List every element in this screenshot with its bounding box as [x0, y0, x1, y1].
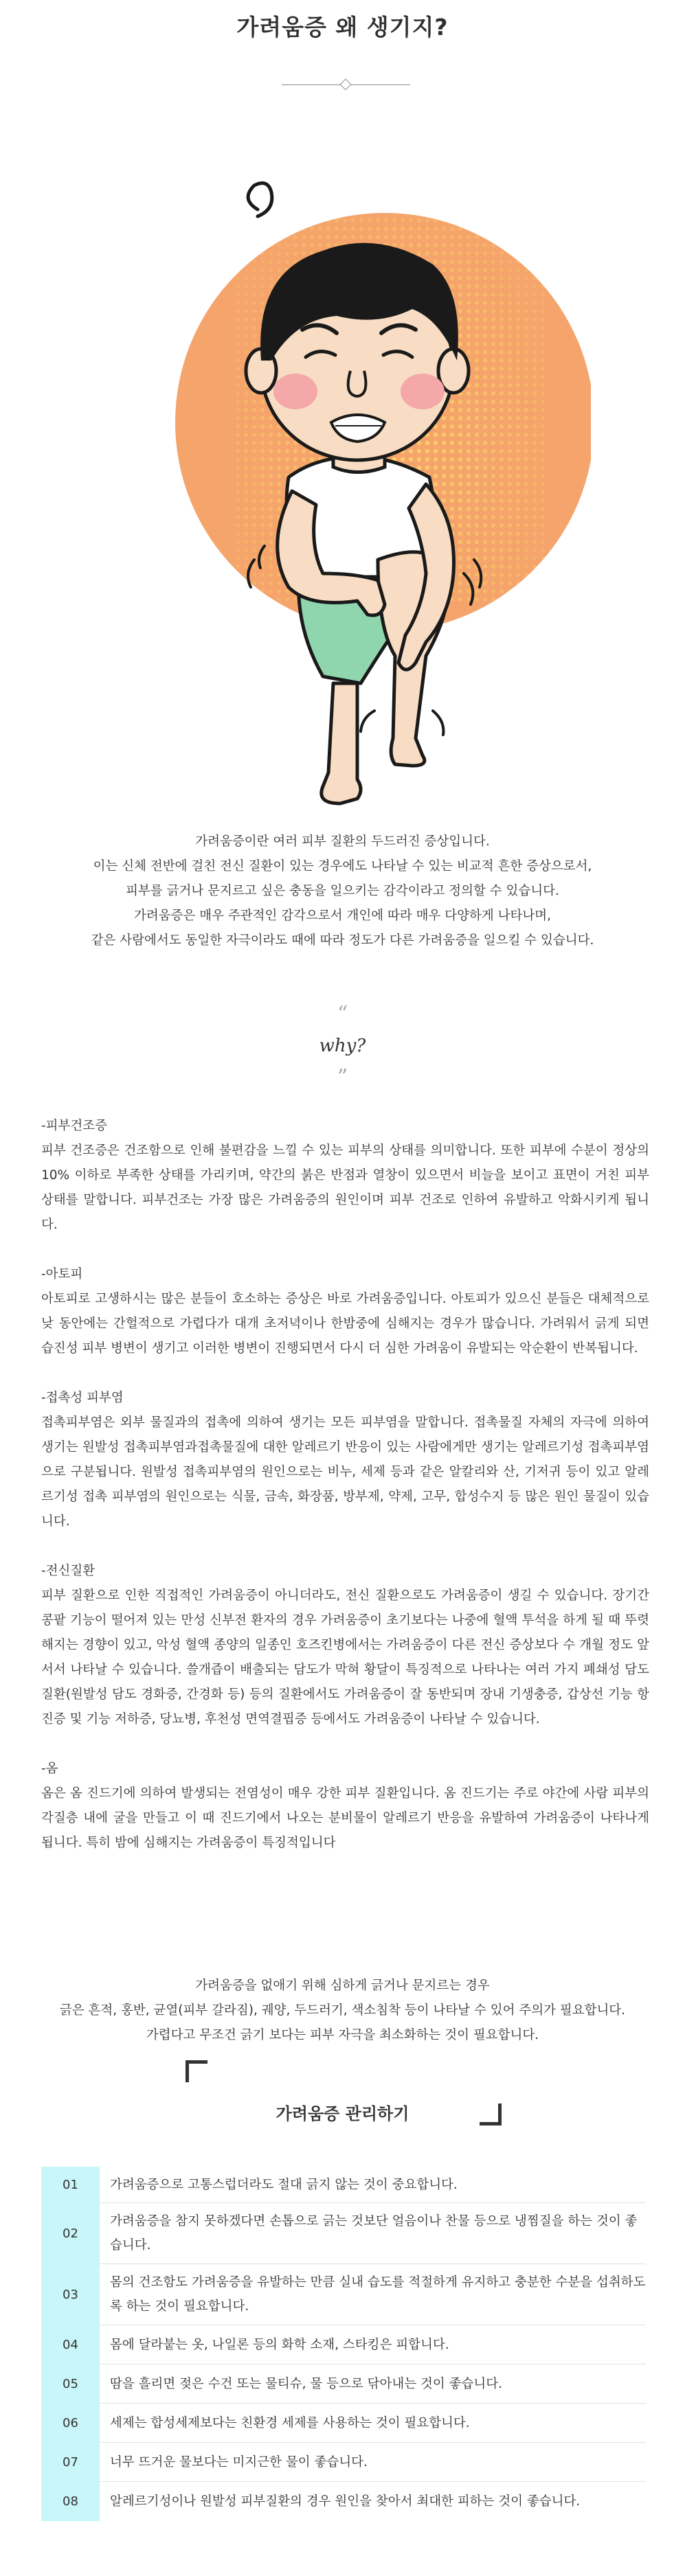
title-divider	[282, 78, 410, 91]
management-tips-list	[41, 2167, 646, 2521]
cause-section	[41, 1757, 649, 1856]
tip-row	[41, 2364, 646, 2404]
cause-body: 피부 건조증은 건조함으로 인해 불편감을 느낄 수 있는 피부의 상태를 의미합니다. 또한 피부에 수분이 정상의 10% 이하로 부족한 상태를 가리키며, 약간의 붉은 반점과 열창이 있으면서 비늘을 보이고 표면이 거친 피부 상태를 말합니다. 피부건조는 가장 많은 가려움증의 원인이며 피부 건조로 인하여 유발하고 악화시키게 됩니다.	[41, 1143, 649, 1232]
itchy-man-illustration	[151, 134, 591, 821]
tip-row	[41, 2443, 646, 2482]
cause-body: 옴은 옴 진드기에 의하여 발생되는 전염성이 매우 강한 피부 질환입니다. 옴 진드기는 주로 야간에 사람 피부의 각질층 내에 굴을 만들고 이 때 진드기에서 나오는 분비물이 알레르기 반응을 유발하여 가려움증이 나타나게 됩니다. 특히 밤에 심해지는 가려움증이 특징적입니다	[41, 1786, 649, 1850]
summary-line: 가려움증을 없애기 위해 심하게 긁거나 문지르는 경우	[195, 1979, 490, 1993]
cause-section	[41, 1559, 649, 1732]
intro-line: 이는 신체 전반에 걸친 전신 질환이 있는 경우에도 나타날 수 있는 비교적 흔한 증상으로서,	[93, 859, 592, 874]
tip-number: 05	[41, 2364, 100, 2404]
cause-section	[41, 1386, 649, 1534]
management-title: 가려움증 관리하기	[276, 2104, 409, 2123]
tip-text: 너무 뜨거운 물보다는 미지근한 물이 좋습니다.	[100, 2443, 646, 2482]
tip-text: 몸에 달라붙는 옷, 나일론 등의 화학 소재, 스타킹은 피합니다.	[100, 2325, 646, 2364]
summary-line: 가렵다고 무조건 긁기 보다는 피부 자극을 최소화하는 것이 필요합니다.	[146, 2028, 539, 2042]
cause-title: -전신질환	[41, 1564, 96, 1578]
tip-text: 세제는 합성세제보다는 친환경 세제를 사용하는 것이 필요합니다.	[100, 2404, 646, 2443]
page-title: 가려움증 왜 생기지?	[236, 14, 449, 41]
summary-text	[27, 1974, 658, 2048]
tip-row	[41, 2167, 646, 2203]
open-quote-icon: “	[337, 1002, 348, 1026]
tip-number: 08	[41, 2482, 100, 2521]
tip-row	[41, 2482, 646, 2521]
tip-number: 07	[41, 2443, 100, 2482]
close-quote-icon: ”	[337, 1065, 348, 1089]
tip-number: 01	[41, 2167, 100, 2203]
tip-row	[41, 2264, 646, 2325]
tip-text: 가려움증으로 고통스럽더라도 절대 긁지 않는 것이 중요합니다.	[100, 2167, 646, 2203]
cause-title: -접촉성 피부염	[41, 1391, 124, 1405]
intro-line: 같은 사람에서도 동일한 자극이라도 때에 따라 정도가 다른 가려움증을 일으킬 수 있습니다.	[91, 933, 594, 948]
cause-body: 접촉피부염은 외부 물질과의 접촉에 의하여 생기는 모든 피부염을 말합니다. 접촉물질 자체의 자극에 의하여 생기는 원발성 접촉피부염과접촉물질에 대한 알레르기 반응이 있는 사람에게만 생기는 알레르기성 접촉피부염으로 구분됩니다. 원발성 접촉피부염의 원인으로는 비누, 세제 등과 같은 알칼리와 산, 기저귀 등이 있고 알레르기성 접촉 피부염의 원인으로는 식물, 금속, 화장품, 방부제, 약제, 고무, 합성수지 등 많은 원인 물질이 있습니다.	[41, 1415, 649, 1529]
divider-diamond-icon	[340, 79, 352, 91]
tip-row	[41, 2404, 646, 2443]
cause-section	[41, 1114, 649, 1238]
cause-title: -피부건조증	[41, 1119, 108, 1133]
tip-number: 03	[41, 2264, 100, 2325]
intro-line: 피부를 긁거나 문지르고 싶은 충동을 일으키는 감각이라고 정의할 수 있습니다.	[126, 884, 559, 898]
intro-line: 가려움증은 매우 주관적인 감각으로서 개인에 따라 매우 다양하게 나타나며,	[134, 909, 551, 923]
why-word: why?	[319, 1036, 366, 1056]
cause-body: 피부 질환으로 인한 직접적인 가려움증이 아니더라도, 전신 질환으로도 가려움증이 생길 수 있습니다. 장기간 콩팥 기능이 떨어져 있는 만성 신부전 환자의 경우 가려움증이 초기보다는 나중에 혈액 투석을 하게 될 때 뚜렷해지는 경향이 있고, 악성 혈액 종양의 일종인 호즈킨병에서는 가려움증이 다른 전신 증상보다 수 개월 정도 앞서서 나타날 수 있습니다. 쓸개즙이 배출되는 담도가 막혀 황달이 특징적으로 나타나는 여러 가지 폐쇄성 담도 질환(원발성 담도 경화증, 간경화 등) 등의 질환에서도 가려움증이 잘 동반되며 장내 기생충증, 갑상선 기능 항진증 및 기능 저하증, 당뇨병, 후천성 면역결핍증 등에서도 가려움증이 나타날 수 있습니다.	[41, 1588, 649, 1726]
tip-text: 알레르기성이나 원발성 피부질환의 경우 원인을 찾아서 최대한 피하는 것이 좋습니다.	[110, 2494, 581, 2509]
cause-title: -옴	[41, 1762, 58, 1776]
cause-title: -아토피	[41, 1267, 83, 1281]
cause-body: 아토피로 고생하시는 많은 분들이 호소하는 증상은 바로 가려움증입니다. 아토피가 있으신 분들은 대체적으로 낮 동안에는 간헐적으로 가렵다가 대개 초저녁이나 한밤중에 심해지는 경우가 많습니다. 가려워서 긁게 되면 습진성 피부 병변이 생기고 이러한 병변이 진행되면서 다시 더 심한 가려움이 유발되는 악순환이 반복됩니다.	[41, 1292, 649, 1356]
tip-row	[41, 2203, 646, 2264]
tip-row	[41, 2325, 646, 2364]
summary-line: 긁은 흔적, 홍반, 균열(피부 갈라짐), 궤양, 두드러기, 색소침착 등이 나타날 수 있어 주의가 필요합니다.	[59, 2003, 626, 2018]
tip-number: 06	[41, 2404, 100, 2443]
tip-number: 02	[41, 2203, 100, 2264]
cause-section	[41, 1262, 649, 1361]
tip-text: 몸의 건조함도 가려움증을 유발하는 만큼 실내 습도를 적절하게 유지하고 충분한 수분을 섭취하도록 하는 것이 필요합니다.	[100, 2264, 646, 2325]
intro-line: 가려움증이란 여러 피부 질환의 두드러진 증상입니다.	[195, 834, 490, 849]
causes-list	[41, 1114, 649, 1880]
tip-text: 가려움증을 참지 못하겠다면 손톱으로 긁는 것보단 얼음이나 찬물 등으로 냉찜질을 하는 것이 좋습니다.	[100, 2203, 646, 2264]
tip-number: 04	[41, 2325, 100, 2364]
why-heading	[0, 1004, 685, 1093]
tip-text: 땀을 흘리면 젖은 수건 또는 물티슈, 물 등으로 닦아내는 것이 좋습니다.	[100, 2364, 646, 2404]
corner-bracket-top-left	[186, 2060, 207, 2082]
intro-text	[41, 830, 644, 953]
